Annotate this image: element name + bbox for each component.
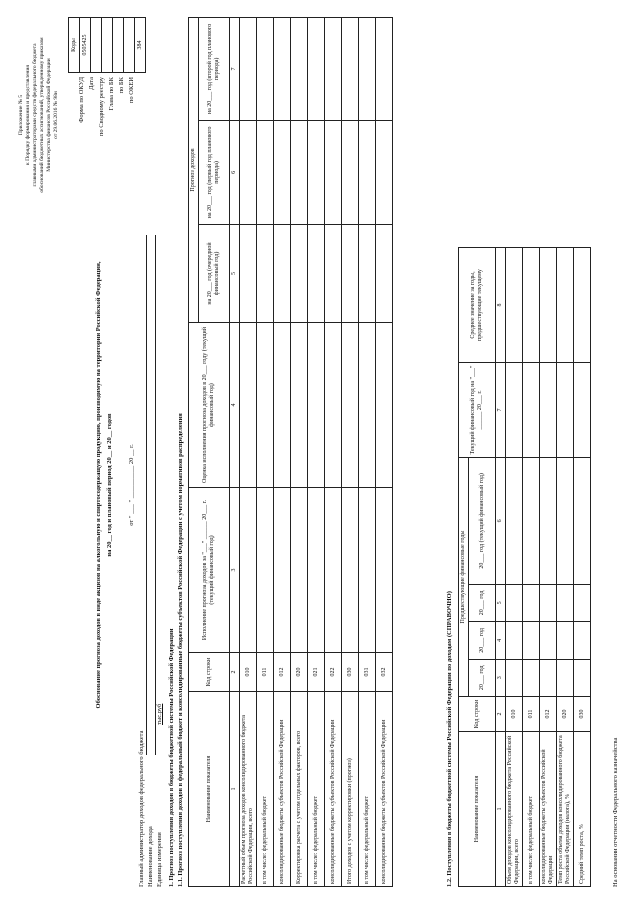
col-number: 1	[496, 732, 506, 887]
table-row	[376, 18, 393, 887]
header-note	[18, 15, 60, 215]
col-number: 8	[496, 248, 506, 363]
header-note-line: Приложение № 5	[18, 94, 24, 136]
header-note-line: главными администраторами средств федерального бюджета	[32, 43, 38, 187]
page-title: Обоснование прогноза доходов в виде акцизов на алкогольную и спиртосодержащую продукцию, производимую на территории Российской Федерации,	[95, 261, 102, 709]
section12-title: 1.2. Поступления в бюджеты бюджетной системы Российской Федерации по доходам (СПРАВОЧНО)	[446, 591, 453, 887]
table-row	[523, 248, 540, 887]
col-header: Оценка исполнения прогноза доходов в 20___ году (текущий финансовый год)	[189, 323, 230, 488]
code-label: по Сводному реестру	[98, 77, 105, 137]
col-header: 20___ год (текущий финансовый год)	[469, 458, 496, 585]
col-number: 3	[230, 488, 240, 653]
row-name: в том числе: федеральный бюджет	[257, 692, 274, 887]
code-value	[102, 18, 113, 73]
row-code: 021	[308, 653, 325, 692]
row-name: Средний темп роста, %	[574, 732, 591, 887]
col-header: Наименование показателя	[189, 692, 230, 887]
row-code: 030	[574, 697, 591, 732]
codes-header: Коды	[69, 18, 80, 73]
table-row	[325, 18, 342, 887]
col-header: на 20___ год (первый год планового периода)	[199, 120, 230, 224]
table-row	[257, 18, 274, 887]
page-subtitle: на 20__ год и плановый период 20__ и 20__ годов	[106, 413, 113, 557]
row-code: 031	[359, 653, 376, 692]
col-header: Прогноз доходов	[189, 18, 199, 323]
table-row	[359, 18, 376, 887]
row-name: Итого доходов с учетом корректировки (прогноз)	[342, 692, 359, 887]
col-header: на 20___ год (очередной финансовый год)	[199, 224, 230, 322]
row-name: Корректировка расчета с учетом отдельных факторов, всего	[291, 692, 308, 887]
row-code: 012	[540, 697, 557, 732]
col-header: Текущий финансовый год на "___" ______ 20___ г.	[459, 363, 496, 458]
table-row	[574, 248, 591, 887]
col-number: 1	[230, 692, 240, 887]
meta-admin: Главный администратор доходов федерального бюджета	[138, 730, 145, 887]
col-header: Предшествующие финансовые годы	[459, 458, 469, 697]
code-label: Дата	[88, 77, 95, 90]
meta-unit-value: тыс.руб	[156, 703, 163, 725]
col-number: 4	[496, 622, 506, 659]
date-line: от " ___ " __________ 20 __ г.	[128, 444, 135, 526]
code-value	[91, 18, 102, 73]
row-code: 020	[557, 697, 574, 732]
col-number: 3	[496, 659, 506, 696]
col-header: Код строки	[459, 697, 496, 732]
row-name: консолидированные бюджеты субъектов Российской Федерации	[540, 732, 557, 887]
code-label: по БК	[118, 77, 125, 94]
code-value	[124, 18, 135, 73]
col-header: Код строки	[189, 653, 230, 692]
col-header: Исполнение прогноза доходов за "___" ______ 20___ г. (текущий финансовый год)	[189, 488, 230, 653]
row-name: Темп роста объема доходов консолидированного бюджета Российской Федерации (налога), %	[557, 732, 574, 887]
row-code: 011	[257, 653, 274, 692]
col-header: 20___ год	[469, 584, 496, 621]
table-row	[506, 248, 523, 887]
meta-unit: Единица измерения	[156, 832, 163, 887]
row-code: 011	[523, 697, 540, 732]
row-name: Расчетный объем прогноза доходов консолидированного бюджета Российской Федерации, всего	[240, 692, 257, 887]
col-number: 2	[496, 697, 506, 732]
col-header: 20___ год	[469, 622, 496, 659]
row-code: 022	[325, 653, 342, 692]
col-number: 5	[496, 584, 506, 621]
code-label: Глава по БК	[108, 77, 115, 111]
row-name: Объем доходов консолидированного бюджета Российской Федерации, всего	[506, 732, 523, 887]
col-header: на 20___ год (второй год планового периода)	[199, 18, 230, 121]
section1-title: 1. Прогноз поступления доходов в бюджеты бюджетной системы Российской Федерации	[168, 628, 175, 887]
code-value: 384	[135, 18, 146, 73]
code-label: по ОКЕИ	[128, 77, 135, 104]
table-row	[342, 18, 359, 887]
table-row	[557, 248, 574, 887]
col-header: Наименование показателя	[459, 732, 496, 887]
col-number: 6	[230, 120, 240, 224]
codes-labels	[68, 77, 138, 143]
row-name: в том числе: федеральный бюджет	[523, 732, 540, 887]
code-value	[113, 18, 124, 73]
col-number: 2	[230, 653, 240, 692]
row-code: 020	[291, 653, 308, 692]
section1-subtitle: 1.1. Прогноз поступления доходов в федеральный бюджет и консолидированные бюджеты субъектов Российской Федерации с учетом нормативов распределения	[177, 413, 184, 887]
col-number: 4	[230, 323, 240, 488]
row-name: консолидированные бюджеты субъектов Российской Федерации	[325, 692, 342, 887]
table-row	[291, 18, 308, 887]
row-name: консолидированные бюджеты субъектов Российской Федерации	[274, 692, 291, 887]
row-name: консолидированные бюджеты субъектов Российской Федерации	[376, 692, 393, 887]
table-row	[308, 18, 325, 887]
col-header: 20___ год	[469, 659, 496, 696]
row-name: в том числе: федеральный бюджет	[359, 692, 376, 887]
table-row	[274, 18, 291, 887]
row-name: в том числе: федеральный бюджет	[308, 692, 325, 887]
row-code: 010	[506, 697, 523, 732]
code-label: Форма по ОКУД	[78, 77, 85, 123]
header-note-line: обоснований бюджетных ассигнований, утвержденному приказом	[39, 37, 45, 193]
codes-table	[68, 17, 146, 73]
table-section1	[188, 17, 393, 887]
row-code: 010	[240, 653, 257, 692]
col-header: Среднее значение за годы, предшествующие текущему	[459, 248, 496, 363]
header-note-line: Министерства финансов Российской Федерации	[46, 58, 52, 172]
table-row	[540, 248, 557, 887]
header-note-line: к Порядку формирования и представления	[25, 65, 31, 165]
row-code: 012	[274, 653, 291, 692]
meta-income-name: Наименование дохода	[147, 826, 154, 887]
table-section12	[458, 247, 591, 887]
row-code: 032	[376, 653, 393, 692]
col-number: 7	[496, 363, 506, 458]
col-number: 6	[496, 458, 506, 585]
code-value: 0505425	[80, 18, 91, 73]
col-number: 5	[230, 224, 240, 322]
row-code: 030	[342, 653, 359, 692]
col-number: 7	[230, 18, 240, 121]
meta-underline	[146, 235, 147, 755]
table-row	[240, 18, 257, 887]
header-note-line: от 29.06.2016 № 98н	[53, 91, 59, 139]
footer-note: На основании отчетности Федерального казначейства	[612, 737, 619, 887]
